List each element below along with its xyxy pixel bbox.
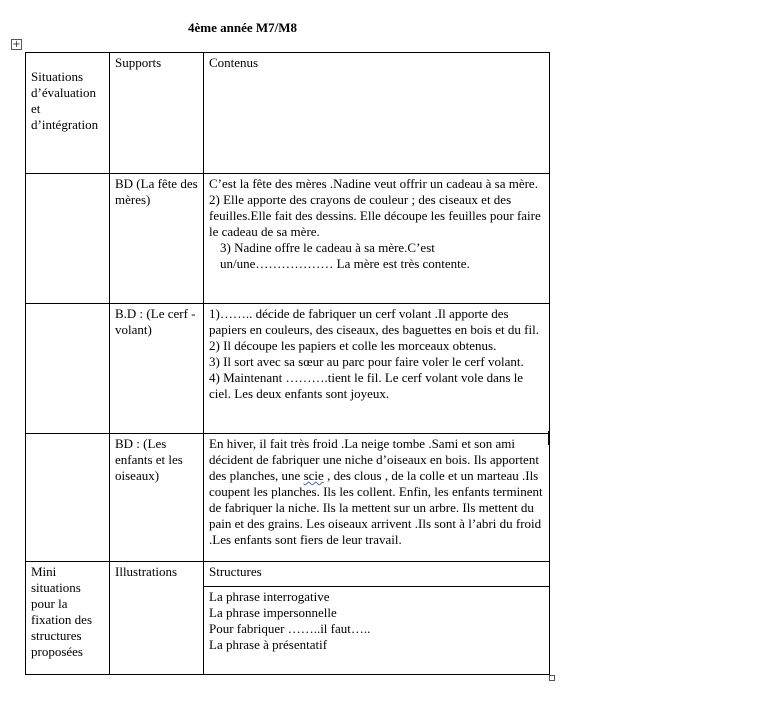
document-title: 4ème année M7/M8 <box>188 20 298 35</box>
paragraph: 3) Nadine offre le cadeau à sa mère.C’est un/une……………… La mère est très contente. <box>220 240 470 271</box>
cell-situations-label: Situations d’évaluation et d’intégration <box>26 53 110 174</box>
paragraph: 2) Elle apporte des crayons de couleur ; des ciseaux et des feuilles.Elle fait des dessins. Elle découpe les feuilles pour faire le cadeau de sa mère. <box>209 192 541 239</box>
cell-support-cerf-volant: B.D : (Le cerf -volant) <box>110 304 204 434</box>
list-item: Pour fabriquer ……..il faut….. <box>209 621 371 636</box>
cell-empty <box>26 304 110 434</box>
cell-supports-header: Supports <box>110 53 204 174</box>
table-row <box>26 562 550 587</box>
paragraph-part: En hiver, il fait très froid .La neige tombe .Sami et son ami décident de fabriquer une niche d’oiseaux en bois. Ils apportent des planches, une <box>209 436 539 483</box>
cell-support-enfants-oiseaux: BD : (Les enfants et les oiseaux) <box>110 434 204 562</box>
paragraph: 1)…….. décide de fabriquer un cerf volant .Il apporte des papiers en couleurs, des ciseaux, des baguettes en bois et du fil. <box>209 306 539 337</box>
cell-empty <box>26 434 110 562</box>
table-row <box>26 434 550 562</box>
paragraph: 4) Maintenant ……….tient le fil. Le cerf volant vole dans le ciel. Les deux enfants sont joyeux. <box>209 370 524 401</box>
paragraph-part: , des clous , de la colle et un marteau .Ils coupent les planches. Ils les collent. Enfin, les enfants terminent de fabriquer la niche. Ils la mettent sur un arbre. Ils mettent du pain et des grains. Les oiseaux arrivent .Ils sont à l’abri du froid .Les enfants sont fiers de leur travail. <box>209 468 543 547</box>
cell-empty <box>26 174 110 304</box>
table-row <box>26 53 550 174</box>
table-move-handle-icon[interactable]: + <box>12 39 21 50</box>
cell-structures-list <box>204 587 550 675</box>
list-item: La phrase interrogative <box>209 589 330 604</box>
paragraph: 3) Il sort avec sa sœur au parc pour faire voler le cerf volant. <box>209 354 524 369</box>
paragraph: C’est la fête des mères .Nadine veut offrir un cadeau à sa mère. <box>209 176 538 191</box>
spellcheck-word[interactable]: scie <box>303 468 324 483</box>
cell-support-fete-meres: BD (La fête des mères) <box>110 174 204 304</box>
content-table <box>25 52 550 675</box>
structures-header-text: Structures <box>209 564 262 579</box>
list-item: La phrase impersonnelle <box>209 605 337 620</box>
text-cursor <box>548 431 550 445</box>
cell-contenus-header <box>204 53 550 174</box>
cell-content-fete-meres <box>204 174 550 304</box>
cell-mini-situations-label: Mini situations pour la fixation des structures proposées <box>26 562 110 675</box>
cell-content-cerf-volant <box>204 304 550 434</box>
contenus-header-text: Contenus <box>209 55 259 70</box>
paragraph: 2) Il découpe les papiers et colle les morceaux obtenus. <box>209 338 497 353</box>
list-item: La phrase à présentatif <box>209 637 328 652</box>
cell-structures-header <box>204 562 550 587</box>
cell-content-enfants-oiseaux <box>204 434 550 562</box>
table-row <box>26 174 550 304</box>
table-row <box>26 304 550 434</box>
cell-illustrations: Illustrations <box>110 562 204 675</box>
table-resize-handle[interactable] <box>549 675 555 681</box>
